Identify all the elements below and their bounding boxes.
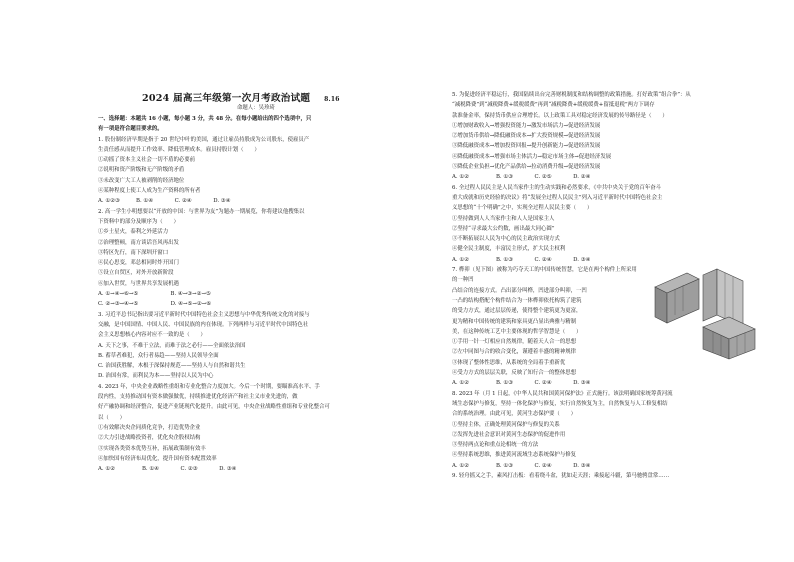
text-line: 6. 全过程人民民主是人民当家作主的生动实践和必然要求，《中共中央关于党的百年奋斗 <box>452 184 662 191</box>
text-line: ①增加财政收入→增强投资能力→激发市场活力→促进经济发展 <box>452 122 601 129</box>
text-line: 一、选择题：本题共 16 小题，每小题 3 分，共 48 分。在每小题给出的四个选项中，只 <box>98 116 312 122</box>
text-line: 3. 习近平总书记指出要习近平新时代中国特色社会主义思想与中华优秀传统文化的对接与 <box>98 311 310 318</box>
text-line: A. ①② B. ①③ C. ②④ D. ③④ <box>452 462 591 469</box>
text-line: ④加快国有经济布局优化，提升国有资本配置效率 <box>98 455 217 462</box>
right-column <box>452 0 767 562</box>
exam-author: 命题人：吴珍琦 <box>237 105 275 111</box>
text-line: A. ①② B. ①③ C. ②⑤ D. ②④ <box>452 174 591 181</box>
text-line: ④健全民主制度，丰富民主形式，扩大民主权利 <box>452 246 566 253</box>
text-line: 好产融协调和经济整合，促进产业链现代化提升。由此可见，中央企业战略性重组和专业化整合可 <box>98 404 330 411</box>
text-line: ②发挥先进社会意识对黄河生态保护的促进作用 <box>452 431 566 438</box>
right-question-flow <box>452 90 767 481</box>
text-line: ④降低融资成本→增强市场主体活力→稳定市场主体→促进经济发展 <box>452 153 612 160</box>
text-line: ⑤降低企业负担→优化产品供给→拉动消费升级→促进经济发展 <box>452 164 601 171</box>
text-line: A. ①② B. ①③ C. ②④ D. ③④ <box>452 256 591 263</box>
text-line: ③坚持两点论和重点论相统一的方法 <box>452 442 539 449</box>
text-line: 会主义思想核心内容对应不一致的是（ ） <box>98 332 206 339</box>
text-line: 9. 轻舟摇又之手，素风打击板：看着绕斗盆，犹如走天涯；乘接起斗疆，第马驰骋盘常…… <box>452 472 670 479</box>
text-line: ②说明和资产阶级和无产阶级的矛盾 <box>98 167 185 174</box>
text-line: 2. 高一学生小明想要以“开放的中国：与世界为友”为题办一期展览，你将建议他搜集以 <box>98 208 305 215</box>
text-line: ③未改变广大工人被剥削的经济地位 <box>98 177 185 184</box>
text-line: A. 天下之事，不难于立法，而难于法之必行——全面依法治国 <box>98 342 246 349</box>
text-line: ④坚持系统思维，推进黄河流域生态系统保护与修复 <box>452 452 576 459</box>
text-line: 生责任感从而提升工作效率、降低管理成本。雇员持股计划（ ） <box>98 146 260 153</box>
text-line: ①坚持主体，正确处理黄河保护与修复的关系 <box>452 421 560 428</box>
text-line: 一凸的结构搭配个构件结合为一体榫卯依托构筑了建筑 <box>452 297 582 304</box>
text-line: ②增加货币供给→降低融资成本→扩大投资规模→促进经济发展 <box>452 133 601 140</box>
text-line: ①坚持做到人人当家作主和人人是国家主人 <box>452 215 555 222</box>
text-line: ③实现各类资本优势互补，拓展政策制有效丰 <box>98 445 206 452</box>
text-line: 更为精和中国传统的建筑和家具更凸显出典雅与精制 <box>452 318 576 325</box>
text-line: 交融，是中国国情、中国人民、中国民族的内在体现。下列两样与习近平时代中国特色社 <box>98 321 309 328</box>
joint-lower <box>703 317 755 359</box>
text-line: B. 蓄草者难犯，众行者易趋——坚持人民领导全面 <box>98 352 219 359</box>
text-line: 合的系统治理。由此可见，黄河生态保护要（ ） <box>452 411 576 418</box>
text-line: ①手用一针一灯相应自然规律，随着天人合一的思想 <box>452 339 576 346</box>
text-line: C. 治国获胜解，木根于深保持规范——坚持人与自然和谐共生 <box>98 363 246 370</box>
question-7-text <box>452 265 642 337</box>
left-question-flow <box>98 114 444 474</box>
text-line: D. 治国有常，而利民为本——坚持以人民为中心 <box>98 373 214 380</box>
text-line: 的受力方式，通过层层传递，使得整个建筑更为更富， <box>452 308 582 315</box>
text-line: 1. 股份制经济早期是指于 20 世纪中叶的美国，通过让雇员持股成为公司股东，使雇员产 <box>98 136 310 143</box>
text-line: 4. 2023 年，中央企业战略性重组和专业化整合力度加大。今后一个时期，要瞄准高水平、手 <box>98 383 320 390</box>
text-line: ③特区先行，南下深圳开窗口 <box>98 249 169 256</box>
text-line: 款准备金率，保持货币供应合理增长。以上政策工具对稳定经济发展的传导路径是（ ） <box>452 112 668 119</box>
text-line: 义思想的“十个明确”之中，实现全过程人民民主要（ ） <box>452 205 593 212</box>
text-line: ②坚持“寻求最大公约数，画出最大同心圆” <box>452 225 555 232</box>
text-line: A. ①② B. ①④ C. ②③ D. ③④ <box>98 466 237 473</box>
title-text: 2024 届高三年级第一次月考政治试题 <box>142 93 311 104</box>
text-line: ①有效解决央企同质化竞争，打造优势企业 <box>98 424 201 431</box>
text-line: 重大成就和历史经验的决议》将“发展全过程人民民主”列入习近平新时代中国特色社会主 <box>452 194 663 201</box>
question-7-block <box>452 265 767 337</box>
text-line: 5. 为促进经济平稳运行，我国陆续出台完善财税制度和结构调整的政策措施。打好政策“组合拳”：从 <box>452 92 691 98</box>
text-line: ③不断拓展以人民为中心的民主政治实现方式 <box>452 236 560 243</box>
text-line: 下资料中的部分及顺序为（ ） <box>98 218 179 225</box>
text-line: ④某种程度上使工人成为生产资料的所有者 <box>98 188 201 195</box>
text-line: ④民心思变，邓总相同时炸开国门 <box>98 260 179 267</box>
exam-date: 8.16 <box>324 96 340 103</box>
exam-title <box>142 90 340 104</box>
text-line: A. ①② B. ①③ C. ②④ D. ③④ <box>452 380 591 387</box>
text-line: ②大力引进战略投资者，优化央企股权结构 <box>98 435 201 442</box>
text-line: ①乡土星火，泰利之外延活力 <box>98 229 169 236</box>
text-line: ⑥加入世贸，与世界共享发展机遇 <box>98 280 179 287</box>
text-line: “减税降费”到“减税降费+缓税缓费”再到“减税降费+缓税缓费+留抵退税”两方下调存 <box>452 102 655 109</box>
text-line: 凸结合的连接方式。凸出部分叫榫，凹进部分叫卯，一凹 <box>452 287 587 294</box>
mortise-tenon-illustration <box>647 265 765 360</box>
text-line: ③降低融资成本→增加投资回报→提升创新能力→促进经济发展 <box>452 143 601 150</box>
text-line: ①动摇了资本主义社会一切不盾的必要前 <box>98 157 196 164</box>
left-column <box>98 0 444 562</box>
text-line: 以（ ） <box>98 414 125 421</box>
text-line: 段内性，支持推动国有资本做强做优，持续推进优化经济产和社主义市业先进的，做 <box>98 394 298 401</box>
text-line: ⑤设立自贸区，对外开放新阶段 <box>98 270 174 277</box>
text-line: 有一项是符合题目要求的。 <box>98 126 163 133</box>
right-pre-q7 <box>452 90 767 265</box>
text-line: A. ①②③ B. ①④ C. ②④ D. ③④ <box>98 198 231 205</box>
text-line: 美，在这种传统工艺中主要体现的哲学智慧是（ ） <box>452 328 582 335</box>
text-line: 8. 2023 年（月 1 日起，《中华人民共和国黄河保护法》正式施行。该法明确国家统筹黄河流 <box>452 390 673 397</box>
text-line: 域生态保护与修复，坚持一体化保护与修复，实行自然恢复为主，自然恢复与人工修复相结 <box>452 400 668 407</box>
text-line: A. ①→④→⑥→⑤ B. ④→③→②→⑤ <box>98 291 211 298</box>
text-line: ④受力方式的层层关联，反映了知行合一的整体思想 <box>452 370 576 377</box>
text-line: 7. 榫卯（见下图）被称为巧夺天工的中国传统智慧，它是在两个构件上所采用的一种凹 <box>452 267 637 284</box>
text-line: ②左中同图与合的收合变化，谨遵着丰盛的精神规律 <box>452 349 576 356</box>
text-line: C. ②→③→④→⑤ D. ④→⑤→②→⑥ <box>98 301 212 308</box>
text-line: ②治理整顿，南方谈话吾风再出发 <box>98 239 179 246</box>
text-line: ③体现了整体性思维，从系统的全局着手重新优 <box>452 359 566 366</box>
